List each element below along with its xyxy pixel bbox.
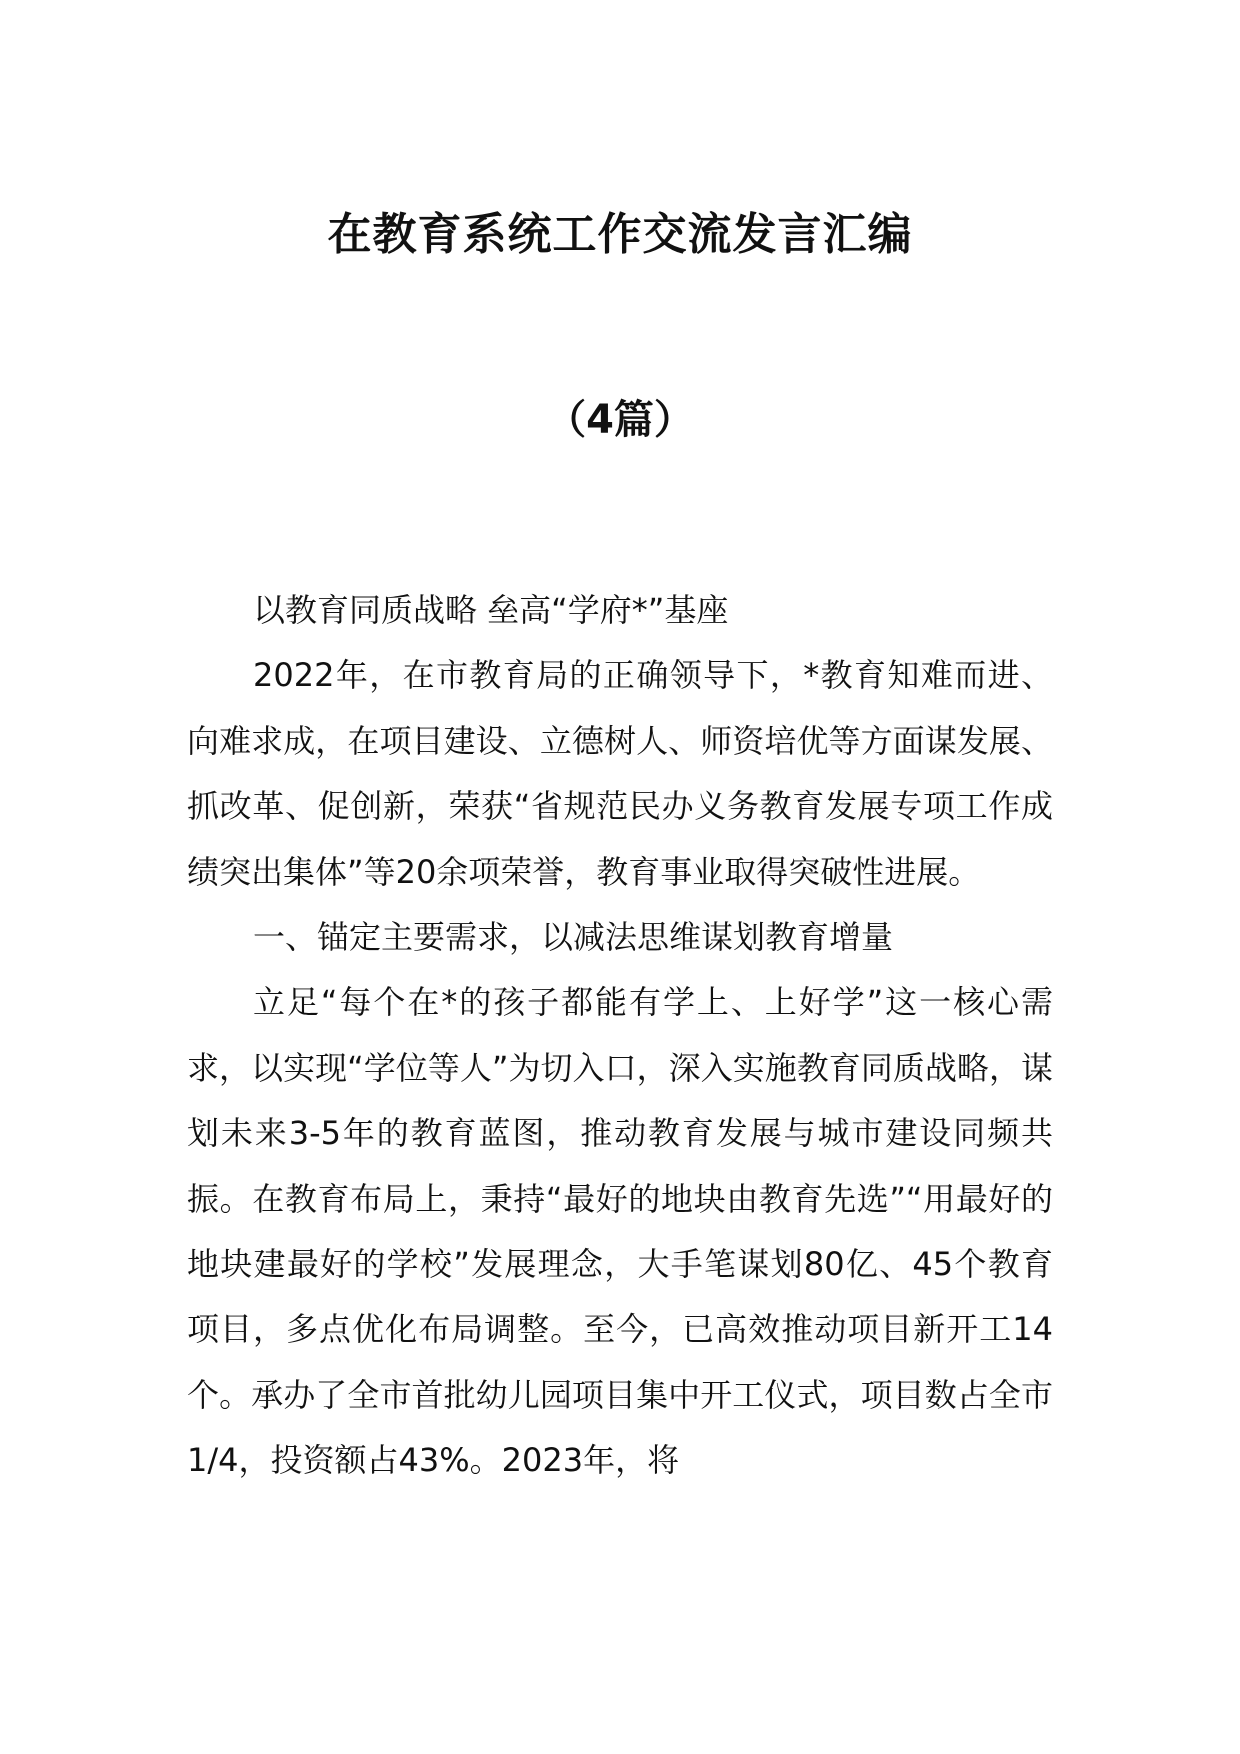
document-title: 在教育系统工作交流发言汇编 — [327, 209, 913, 260]
article-heading: 以教育同质战略 垒高“学府*”基座 — [253, 591, 729, 629]
body-paragraph: 立足“每个在*的孩子都能有学上、上好学”这一核心需求，以实现“学位等人”为切入口，深入实施教育同质战略，谋划未来3-5年的教育蓝图，推动教育发展与城市建设同频共振。在教育布局上，秉持“最好的地块由教育先选”“用最好的地块建最好的学校”发展理念，大手笔谋划80亿、45个教育项目，多点优化布局调整。至今，已高效推动项目新开工14个。承办了全市首批幼儿园项目集中开工仪式，项目数占全市1/4，投资额占43%。2023年，将 — [187, 983, 1053, 1480]
document-subtitle: （4篇） — [546, 397, 694, 443]
document-body — [187, 578, 1053, 1494]
section-heading: 一、锚定主要需求，以减法思维谋划教育增量 — [253, 918, 894, 957]
body-paragraph: 2022年，在市教育局的正确领导下，*教育知难而进、向难求成，在项目建设、立德树人、师资培优等方面谋发展、抓改革、促创新，荣获“省规范民办义务教育发展专项工作成绩突出集体”等20余项荣誉，教育事业取得突破性进展。 — [187, 656, 1053, 891]
